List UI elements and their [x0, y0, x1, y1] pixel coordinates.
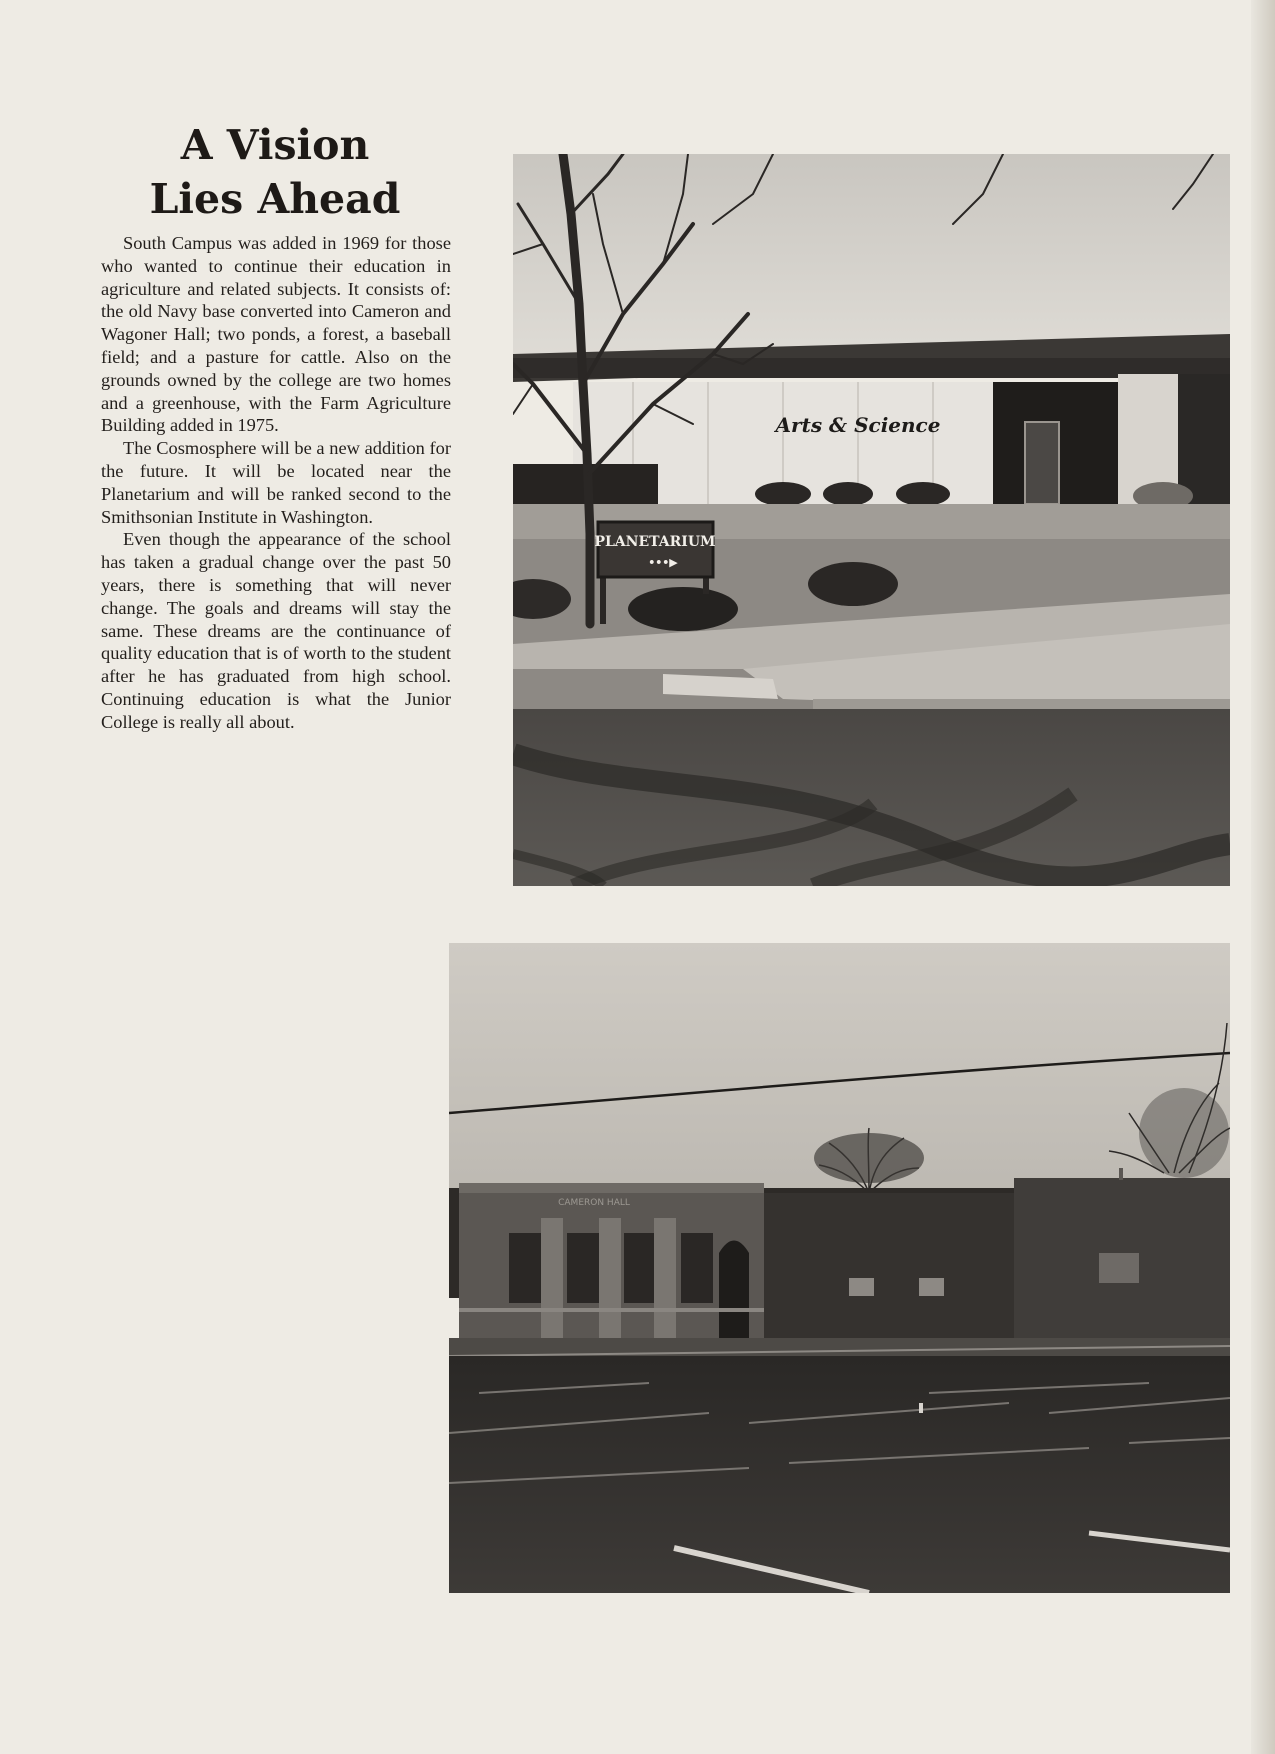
page-binding-edge	[1251, 0, 1275, 1754]
article-body	[101, 232, 451, 734]
headline	[100, 118, 450, 226]
planetarium-sign-arrow: •••▶	[648, 556, 678, 569]
article-paragraph: The Cosmosphere will be a new addition for the future. It will be located near the Planetarium and will be ranked second to the Smithsonian Institute in Washington.	[101, 438, 451, 527]
headline-line-2: Lies Ahead	[149, 175, 401, 223]
article-paragraph: Even though the appearance of the school has taken a gradual change over the past 50 years, there is something that will never change. The goals and dreams will stay the same. These dreams are the continuance of quality education that is of worth to the student after he has graduated from high school. Continuing education is what the Junior College is really all about.	[101, 529, 451, 732]
photo-arts-science-image	[513, 154, 1230, 886]
photo-cameron-hall	[449, 943, 1230, 1593]
headline-line-1: A Vision	[180, 121, 370, 169]
photo-cameron-hall-image	[449, 943, 1230, 1593]
facade-sign-text: Arts & Science	[775, 413, 941, 437]
article-paragraph: South Campus was added in 1969 for those who wanted to continue their education in agriculture and related subjects. It consists of: the old Navy base converted into Cameron and Wagoner Hall; two ponds, a forest, a baseball field; and a pasture for cattle. Also on the grounds owned by the college are two homes and a greenhouse, with the Farm Agriculture Building added in 1975.	[101, 233, 451, 436]
photo-arts-science-building	[513, 154, 1230, 886]
building-plaque-text: CAMERON HALL	[558, 1198, 630, 1208]
planetarium-sign-text: PLANETARIUM	[594, 534, 716, 550]
